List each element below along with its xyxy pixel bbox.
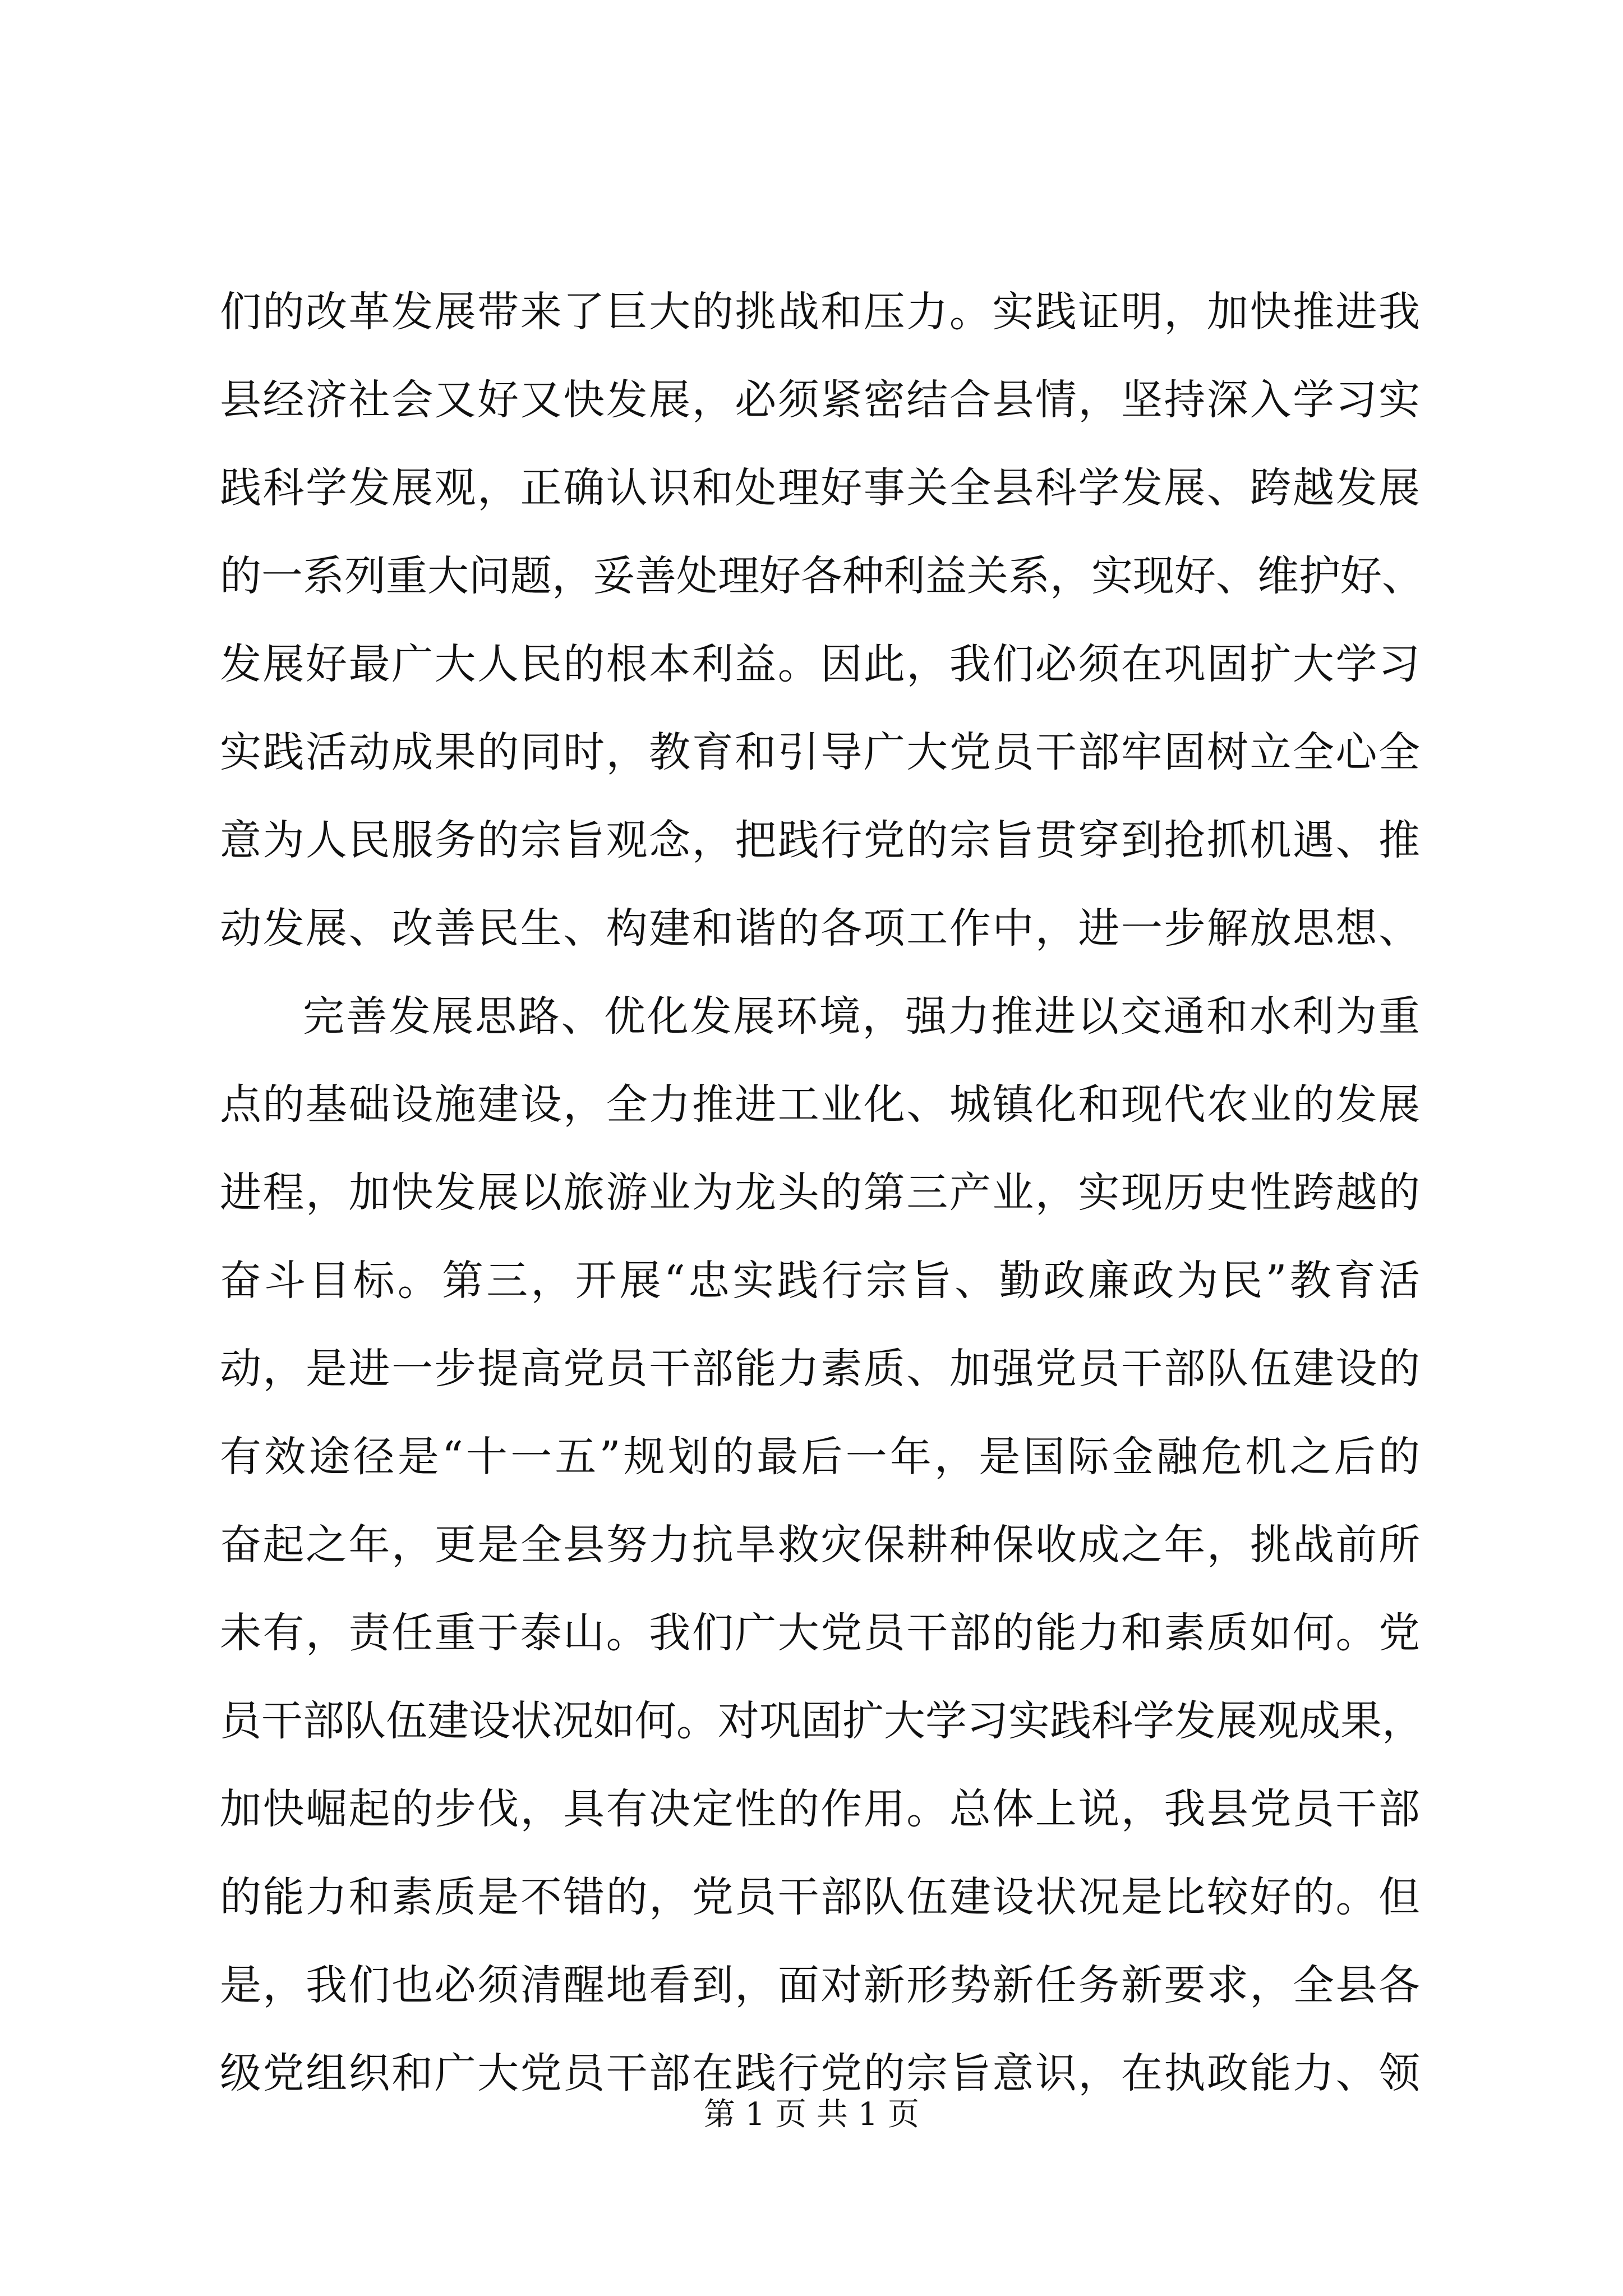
text-line: 奋斗目标。第三，开展“忠实践行宗旨、勤政廉政为民”教育活 bbox=[220, 1257, 1420, 1305]
text-line: 有效途径是“十一五”规划的最后一年，是国际金融危机之后的 bbox=[220, 1433, 1420, 1481]
body-text bbox=[220, 268, 1423, 2118]
text-line: 加快崛起的步伐，具有决定性的作用。总体上说，我县党员干部 bbox=[220, 1785, 1420, 1833]
text-line: 们的改革发展带来了巨大的挑战和压力。实践证明，加快推进我 bbox=[220, 288, 1420, 336]
text-line: 实践活动成果的同时，教育和引导广大党员干部牢固树立全心全 bbox=[220, 728, 1420, 776]
text-line: 发展好最广大人民的根本利益。因此，我们必须在巩固扩大学习 bbox=[220, 640, 1420, 688]
text-line: 的一系列重大问题，妥善处理好各种利益关系，实现好、维护好、 bbox=[220, 552, 1423, 600]
page-number-footer: 第 1 页 共 1 页 bbox=[703, 2096, 920, 2133]
text-line: 的能力和素质是不错的，党员干部队伍建设状况是比较好的。但 bbox=[220, 1873, 1420, 1921]
text-line: 进程，加快发展以旅游业为龙头的第三产业，实现历史性跨越的 bbox=[220, 1168, 1420, 1217]
paragraph-first-line: 完善发展思路、优化发展环境，强力推进以交通和水利为重 bbox=[303, 992, 1420, 1041]
text-line: 奋起之年，更是全县努力抗旱救灾保耕种保收成之年，挑战前所 bbox=[220, 1521, 1420, 1569]
text-line: 践科学发展观，正确认识和处理好事关全县科学发展、跨越发展 bbox=[220, 464, 1420, 512]
text-line: 动，是进一步提高党员干部能力素质、加强党员干部队伍建设的 bbox=[220, 1345, 1420, 1393]
text-line: 未有，责任重于泰山。我们广大党员干部的能力和素质如何。党 bbox=[220, 1609, 1420, 1657]
text-line: 员干部队伍建设状况如何。对巩固扩大学习实践科学发展观成果， bbox=[220, 1697, 1423, 1745]
text-line: 是，我们也必须清醒地看到，面对新形势新任务新要求，全县各 bbox=[220, 1961, 1420, 2009]
text-line: 点的基础设施建设，全力推进工业化、城镇化和现代农业的发展 bbox=[220, 1080, 1420, 1129]
text-line: 意为人民服务的宗旨观念，把践行党的宗旨贯穿到抢抓机遇、推 bbox=[220, 816, 1420, 864]
text-line: 动发展、改善民生、构建和谐的各项工作中，进一步解放思想、 bbox=[220, 904, 1420, 953]
text-line: 级党组织和广大党员干部在践行党的宗旨意识，在执政能力、领 bbox=[220, 2049, 1420, 2097]
text-line: 县经济社会又好又快发展，必须紧密结合县情，坚持深入学习实 bbox=[220, 376, 1420, 424]
